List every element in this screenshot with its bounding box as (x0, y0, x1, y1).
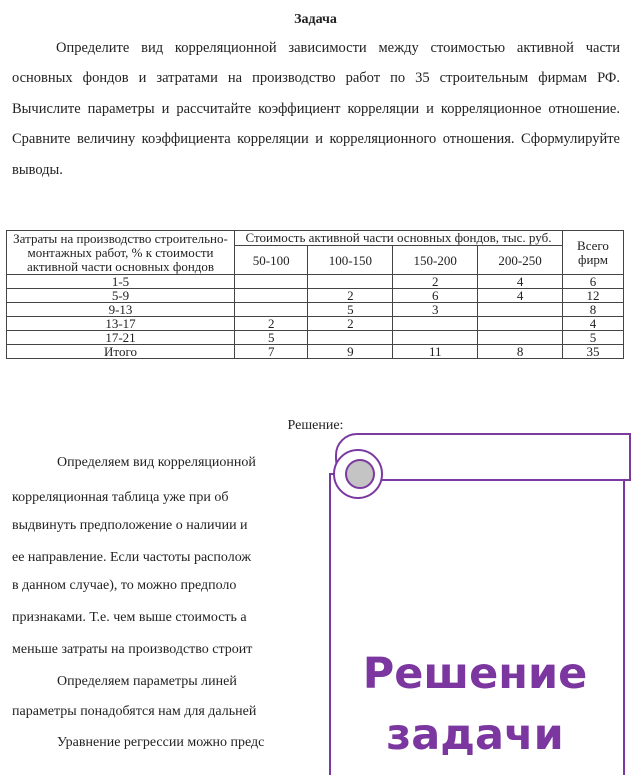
table-row: 1-5 2 4 6 (7, 275, 624, 289)
table-row: 17-21 5 5 (7, 331, 624, 345)
banner-line-1: Решение (362, 649, 588, 699)
solution-line: признаками. Т.е. чем выше стоимость а (12, 610, 247, 625)
correlation-table (6, 230, 624, 359)
table-row: 9-13 5 3 8 (7, 303, 624, 317)
solution-line: ее направление. Если частоты располож (12, 550, 252, 565)
interval-cell: 50-100 (235, 246, 308, 275)
solution-line: в данном случае), то можно предполо (12, 578, 237, 593)
solution-line: выдвинуть предположение о наличии и (12, 518, 248, 533)
table-row: 5-9 2 6 4 12 (7, 289, 624, 303)
task-statement: Определите вид корреляционной зависимости между стоимостью активной части основных фондов и затратами на производство работ по 35 строительным фирмам РФ. Вычислите параметры и рассчитайте коэффициент корреляции и корреляционное отношение. Сравните величину коэффициента корреляции и корреляционного отношения. Сформулируйте выводы. (12, 40, 620, 178)
header-value: Стоимость активной части основных фондов, тыс. руб. (235, 231, 563, 246)
scroll-curl-inner (345, 459, 375, 489)
interval-cell: 200-250 (478, 246, 563, 275)
solution-line: корреляционная таблица уже при об (12, 490, 229, 505)
solution-line: Определяем вид корреляционной (57, 455, 256, 470)
solution-line: меньше затраты на производство строит (12, 642, 253, 657)
header-total: Всего фирм (563, 231, 624, 275)
task-title: Задача (294, 12, 337, 27)
table-row: 13-17 2 2 4 (7, 317, 624, 331)
scroll-banner (325, 433, 631, 769)
banner-line-2: задачи (386, 710, 564, 760)
interval-cell: 150-200 (393, 246, 478, 275)
solution-line: Уравнение регрессии можно предс (57, 735, 265, 750)
header-costs: Затраты на производство строительно-монтажных работ, % к стоимости активной части основных фондов (7, 231, 235, 275)
solution-heading: Решение: (287, 418, 344, 433)
table-row-total: Итого 7 9 11 8 35 (7, 345, 624, 359)
solution-line: Определяем параметры линей (57, 674, 237, 689)
interval-cell: 100-150 (308, 246, 393, 275)
solution-line: параметры понадобятся нам для дальней (12, 704, 257, 719)
